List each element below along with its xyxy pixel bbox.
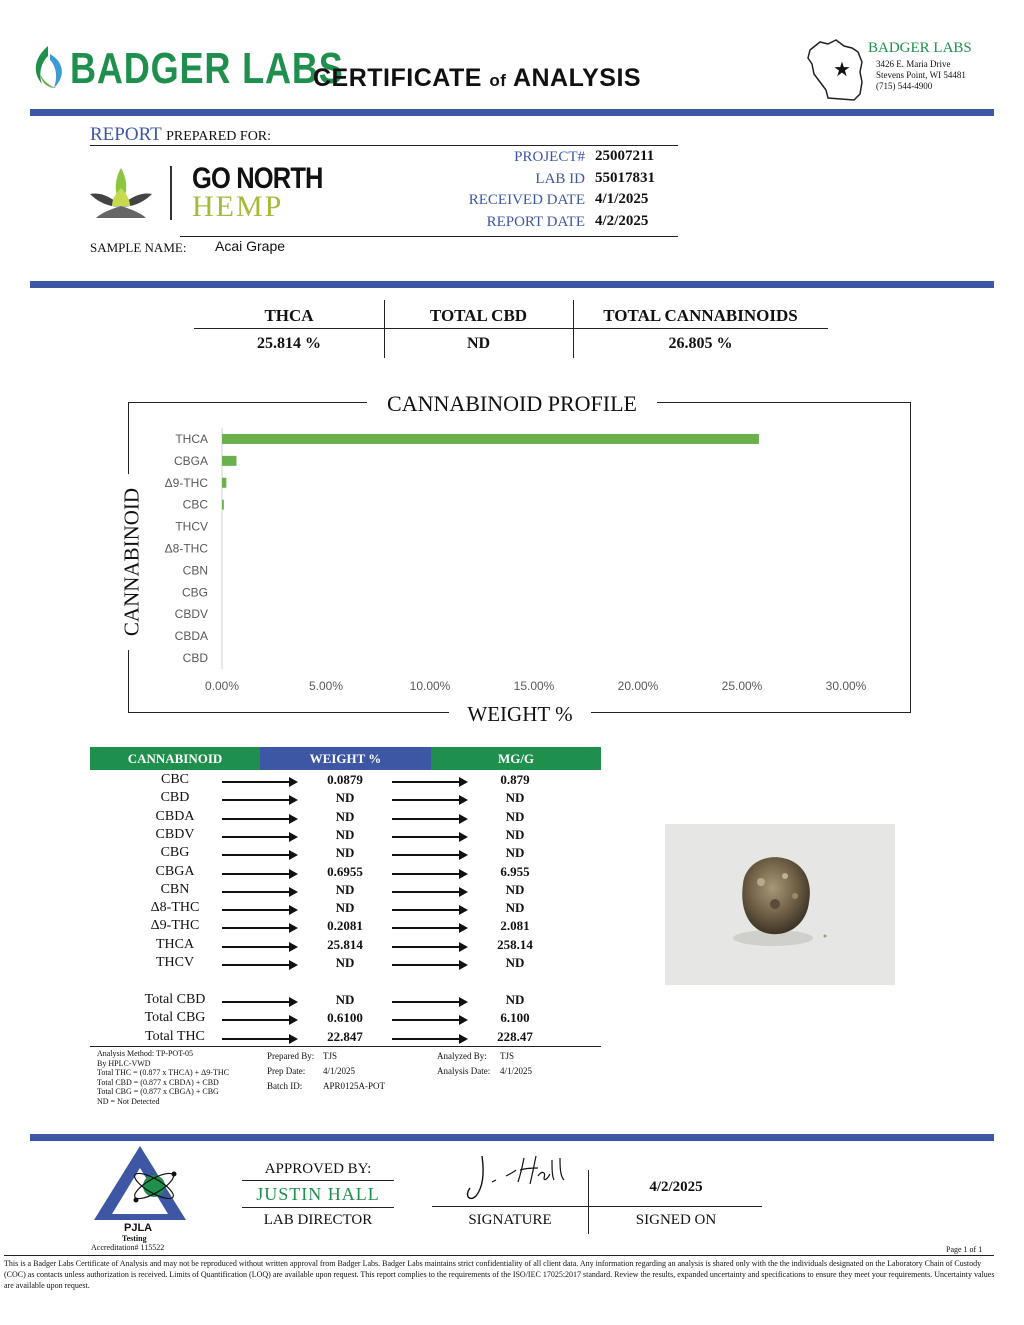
results-cannabinoid-name: CBG	[160, 845, 190, 861]
header-divider	[30, 109, 994, 116]
chart-category-label: CBG	[181, 585, 208, 600]
arrow-icon	[392, 909, 466, 911]
report-field-value: 4/2/2025	[595, 213, 649, 229]
arrow-icon	[222, 818, 296, 820]
arrow-icon	[222, 1038, 296, 1040]
results-cannabinoid-name: CBDA	[155, 808, 195, 824]
chart-category-label: Δ8-THC	[164, 541, 208, 556]
results-header-weight: WEIGHT %	[260, 747, 431, 770]
certificate-title: CERTIFICATE of ANALYSIS	[313, 64, 642, 92]
results-cannabinoid-name: THCA	[155, 936, 195, 952]
arrow-icon	[222, 1001, 296, 1003]
results-mgg-value: 6.955	[500, 863, 530, 879]
approval-divider	[30, 1134, 994, 1141]
results-weight-value: 0.6100	[327, 1010, 363, 1026]
report-field-value: 55017831	[595, 170, 655, 186]
badger-leaf-logo-icon	[30, 44, 66, 90]
results-bottom-rule	[90, 1046, 601, 1047]
results-mgg-value: ND	[505, 881, 525, 897]
analyzed-by-block: Analyzed By: Analysis Date:	[437, 1051, 491, 1076]
results-cannabinoid-name: CBGA	[155, 863, 195, 879]
chart-bar	[222, 434, 759, 444]
chart-category-label: CBGA	[173, 453, 208, 468]
arrow-icon	[222, 946, 296, 948]
arrow-icon	[222, 964, 296, 966]
arrow-icon	[392, 1019, 466, 1021]
summary-value-total-cannabinoids: 26.805 %	[668, 335, 733, 352]
results-weight-value: ND	[335, 826, 355, 842]
results-weight-value: 22.847	[327, 1028, 363, 1044]
results-cannabinoid-name: Δ9-THC	[150, 918, 200, 934]
pjla-accreditation-logo-icon	[92, 1144, 188, 1224]
arrow-icon	[222, 891, 296, 893]
lab-address: 3426 E. Maria Drive Stevens Point, WI 54481 (715) 544-4900	[876, 59, 966, 91]
chart-x-tick-label: 30.00%	[825, 679, 867, 693]
chart-category-label: CBDA	[174, 629, 208, 644]
results-cannabinoid-name: CBN	[160, 881, 190, 897]
report-field-label: REPORT DATE	[486, 214, 585, 230]
chart-category-label: CBC	[182, 497, 208, 512]
method-note-line: ND = Not Detected	[97, 1096, 160, 1106]
report-bottom-rule	[180, 236, 678, 237]
approved-by-label: APPROVED BY:	[264, 1161, 372, 1177]
results-weight-value: ND	[335, 845, 355, 861]
results-weight-value: 0.6955	[327, 863, 363, 879]
svg-text:★: ★	[833, 59, 851, 81]
analysis-method-notes	[97, 1049, 229, 1106]
report-field-label: LAB ID	[535, 171, 585, 187]
go-north-lotus-icon	[86, 166, 156, 220]
arrow-icon	[392, 946, 466, 948]
chart-title: CANNABINOID PROFILE	[0, 391, 1024, 417]
results-mgg-value: ND	[505, 845, 525, 861]
report-top-rule	[90, 145, 678, 146]
arrow-icon	[222, 927, 296, 929]
summary-rule	[194, 328, 828, 329]
chart-category-label: CBD	[182, 650, 208, 665]
chart-x-tick-label: 10.00%	[409, 679, 451, 693]
prepared-by-values: TJS 4/1/2025 APR0125A-POT	[323, 1051, 386, 1091]
results-cannabinoid-name: Total THC	[145, 1028, 205, 1044]
results-weight-value: 0.2081	[327, 918, 363, 934]
summary-label-total-cannabinoids: TOTAL CANNABINOIDS	[603, 306, 798, 325]
signature-label: SIGNATURE	[468, 1212, 552, 1228]
footer-rule	[4, 1255, 994, 1256]
arrow-icon	[222, 854, 296, 856]
chart-category-label: CBDV	[174, 607, 208, 622]
arrow-icon	[392, 1001, 466, 1003]
results-cannabinoid-name: Total CBD	[144, 992, 206, 1007]
results-weight-value: ND	[335, 790, 355, 806]
results-cannabinoid-name: CBDV	[155, 826, 195, 842]
results-cannabinoid-name: Total CBG	[144, 1010, 206, 1026]
chart-bar	[222, 500, 224, 510]
chart-bar	[222, 478, 226, 488]
report-field-value: 4/1/2025	[595, 191, 649, 207]
results-cannabinoid-name: CBC	[160, 772, 189, 787]
arrow-icon	[222, 836, 296, 838]
arrow-icon	[392, 781, 466, 783]
results-mgg-value: ND	[505, 992, 525, 1007]
wisconsin-map-icon	[806, 36, 868, 102]
chart-x-tick-label: 25.00%	[721, 679, 763, 693]
arrow-icon	[392, 836, 466, 838]
results-cannabinoid-name: THCV	[155, 955, 195, 970]
arrow-icon	[392, 964, 466, 966]
method-note-line: Total CBG = (0.877 x CBGA) + CBG	[97, 1087, 219, 1096]
arrow-icon	[222, 909, 296, 911]
report-field-value: 25007211	[595, 148, 655, 164]
results-weight-value: ND	[335, 900, 355, 916]
pjla-text: PJLA	[124, 1222, 153, 1234]
accreditation-number: Accreditation# 115522	[91, 1243, 165, 1252]
chart-x-tick-label: 15.00%	[513, 679, 555, 693]
arrow-icon	[392, 1038, 466, 1040]
results-cannabinoid-name: Δ8-THC	[150, 900, 200, 916]
chart-y-axis-label: CANNABINOID	[120, 474, 145, 650]
summary-label-total-cbd: TOTAL CBD	[429, 306, 528, 325]
handwritten-signature	[462, 1152, 572, 1204]
approver-name-rule	[242, 1207, 394, 1208]
arrow-icon	[392, 927, 466, 929]
summary-value-thca: 25.814 %	[257, 335, 321, 352]
results-weight-value: 0.0879	[327, 772, 363, 787]
chart-category-label: CBN	[182, 563, 208, 578]
badger-labs-logo-text: BADGER LABS	[70, 44, 344, 93]
approved-by-rule	[242, 1180, 394, 1181]
report-field-label: RECEIVED DATE	[468, 192, 585, 208]
results-mgg-value: 2.081	[500, 918, 530, 934]
sample-photo	[665, 824, 895, 985]
results-mgg-value: 228.47	[497, 1028, 533, 1044]
method-note-line: Total CBD = (0.877 x CBDA) + CBD	[97, 1077, 219, 1087]
analyzed-by-values: TJS 4/1/2025	[500, 1051, 533, 1076]
approver-title: LAB DIRECTOR	[263, 1212, 373, 1228]
chart-x-tick-label: 20.00%	[617, 679, 659, 693]
chart-category-label: THCA	[175, 431, 208, 446]
chart-category-label: Δ9-THC	[164, 475, 208, 490]
signed-date: 4/2/2025	[649, 1179, 703, 1195]
approver-name: JUSTIN HALL	[256, 1184, 380, 1204]
arrow-icon	[392, 799, 466, 801]
arrow-icon	[392, 891, 466, 893]
sample-name-label: SAMPLE NAME:	[90, 240, 187, 255]
prepared-by-block: Prepared By: Prep Date: Batch ID:	[267, 1051, 315, 1091]
lab-name: BADGER LABS	[868, 40, 972, 56]
results-mgg-value: ND	[505, 955, 525, 970]
arrow-icon	[222, 781, 296, 783]
results-mgg-value: ND	[505, 808, 525, 824]
report-divider	[30, 281, 994, 288]
arrow-icon	[392, 818, 466, 820]
chart-bar	[222, 456, 236, 466]
signature-rule	[432, 1206, 762, 1207]
method-note-line: By HPLC-VWD	[97, 1058, 151, 1068]
chart-x-tick-label: 5.00%	[308, 679, 344, 693]
results-mgg-value: ND	[505, 900, 525, 916]
results-mgg-value: 0.879	[500, 772, 530, 787]
client-logo-hemp: HEMP	[192, 190, 284, 223]
report-field-label: PROJECT#	[514, 149, 585, 165]
arrow-icon	[222, 799, 296, 801]
chart-x-axis-label: WEIGHT %	[0, 702, 1024, 727]
method-note-line: Total THC = (0.877 x THCA) + Δ9-THC	[97, 1068, 229, 1077]
method-note-line: Analysis Method: TP-POT-05	[97, 1049, 194, 1058]
arrow-icon	[392, 873, 466, 875]
chart-x-tick-label: 0.00%	[204, 679, 240, 693]
summary-label-thca: THCA	[264, 306, 314, 325]
client-logo-divider	[170, 166, 172, 220]
arrow-icon	[222, 873, 296, 875]
results-weight-value: ND	[335, 955, 355, 970]
cannabinoid-profile-chart	[140, 420, 900, 700]
results-mgg-value: 6.100	[500, 1010, 530, 1026]
results-weight-value: ND	[335, 881, 355, 897]
results-weight-value: 25.814	[327, 936, 363, 952]
summary-value-total-cbd: ND	[466, 335, 491, 352]
pjla-sub: Testing	[122, 1234, 147, 1243]
footer-disclaimer: This is a Badger Labs Certificate of Analysis and may not be reproduced without written approval from Badger Labs. Badger Labs maintains strict confidentiality of all client data. Any information regarding an analysis is shared only with the the individuals designated on the Laboratory Chain of Custody (COC) as contacts unless authorization is received. Limits of Quantification (LOQ) are available upon request. This report complies to the requirements of the ISO/IEC 17025:2017 standard. Review the results, expanded uncertainty and specifications to ensure they meet your requirements. Uncertainty values are available upon request.	[4, 1259, 995, 1290]
report-prepared-for: REPORT PREPARED FOR:	[90, 124, 272, 145]
results-mgg-value: ND	[505, 826, 525, 842]
signed-on-label: SIGNED ON	[635, 1212, 717, 1228]
results-mgg-value: 258.14	[497, 936, 533, 952]
results-header-cannabinoid: CANNABINOID	[90, 747, 260, 770]
results-header-mgg: MG/G	[431, 747, 601, 770]
client-logo-name: GO NORTH	[192, 162, 323, 195]
results-mgg-value: ND	[505, 790, 525, 806]
arrow-icon	[222, 1019, 296, 1021]
results-weight-value: ND	[335, 808, 355, 824]
sample-name-value: Acai Grape	[215, 238, 286, 254]
chart-category-label: THCV	[175, 519, 208, 534]
results-cannabinoid-name: CBD	[160, 790, 190, 806]
page-number: Page 1 of 1	[946, 1245, 983, 1254]
results-weight-value: ND	[335, 992, 355, 1007]
arrow-icon	[392, 854, 466, 856]
